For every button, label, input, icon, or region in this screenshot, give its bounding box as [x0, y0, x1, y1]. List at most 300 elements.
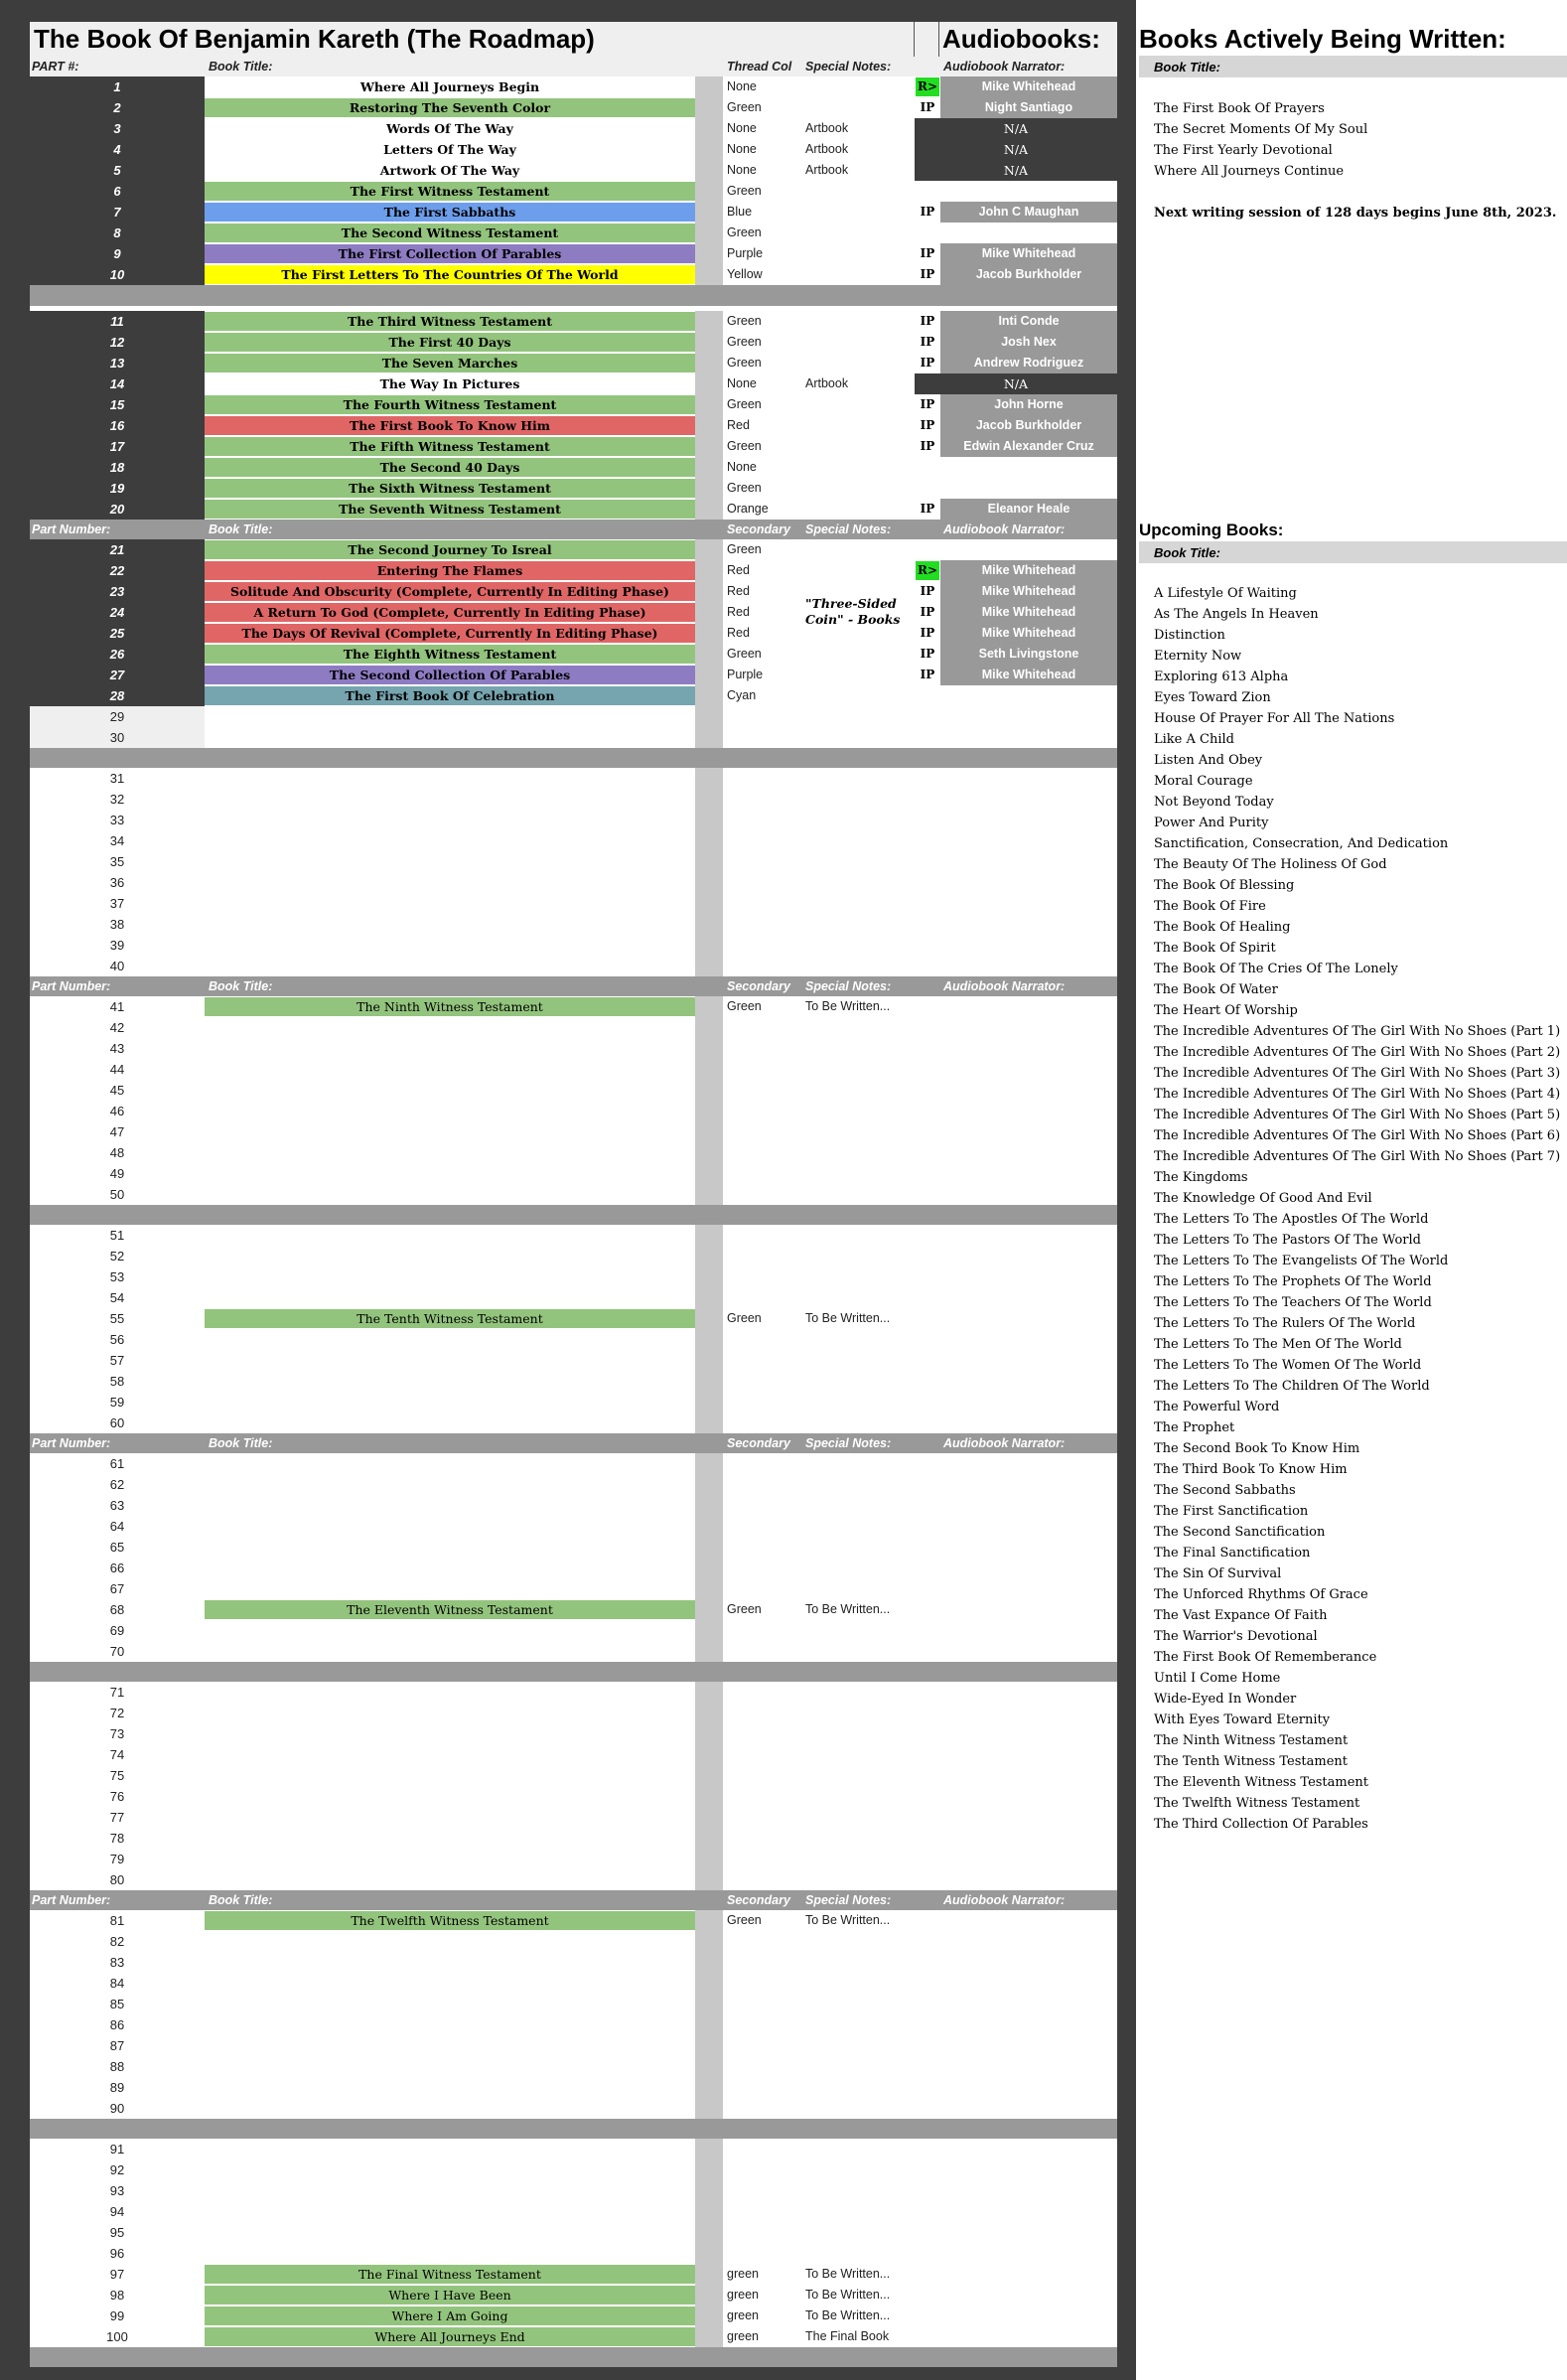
part-number: 86 — [109, 2017, 125, 2032]
special-note: To Be Written... — [805, 1311, 891, 1325]
thread-color: Purple — [727, 668, 764, 681]
thread-color: green — [727, 2267, 759, 2281]
spacer-column — [695, 160, 723, 181]
table-row[interactable] — [30, 97, 1117, 118]
thread-color: Green — [727, 397, 762, 411]
part-number: 9 — [30, 243, 205, 264]
part-number: 73 — [109, 1726, 125, 1741]
audiobooks-title: Audiobooks: — [942, 24, 1100, 54]
part-number: 88 — [109, 2059, 125, 2074]
table-row[interactable] — [30, 2201, 1117, 2222]
part-number: 83 — [109, 1955, 125, 1970]
spacer-column — [695, 1266, 723, 1287]
table-row[interactable] — [30, 394, 1117, 415]
upcoming-book-item: A Lifestyle Of Waiting — [1154, 586, 1297, 601]
part-number: 12 — [30, 332, 205, 353]
thread-color: Green — [727, 335, 762, 349]
table-row[interactable] — [30, 436, 1117, 457]
table-row[interactable] — [30, 727, 1117, 748]
spacer-column — [695, 1184, 723, 1205]
table-row[interactable] — [30, 373, 1117, 394]
thread-color: Green — [727, 1311, 762, 1325]
audiobook-narrator: John C Maughan — [940, 202, 1117, 223]
part-number: 30 — [30, 727, 205, 748]
table-row[interactable] — [30, 1869, 1117, 1890]
book-title: The First Book To Know Him — [205, 416, 695, 435]
roadmap-title: The Book Of Benjamin Kareth (The Roadmap) — [34, 24, 595, 54]
table-row[interactable] — [30, 1786, 1117, 1807]
header-book-title: Book Title: — [209, 60, 273, 74]
part-number: 5 — [30, 160, 205, 181]
table-row[interactable] — [30, 1080, 1117, 1101]
part-number: 8 — [30, 223, 205, 243]
table-row[interactable] — [30, 1828, 1117, 1849]
status-badge: IP — [920, 502, 935, 516]
table-row[interactable] — [30, 2098, 1117, 2119]
table-row[interactable] — [30, 1142, 1117, 1163]
part-number: 23 — [30, 581, 205, 602]
status-badge: IP — [920, 267, 935, 281]
table-row[interactable] — [30, 2243, 1117, 2264]
spacer-column — [695, 202, 723, 223]
table-row[interactable] — [30, 996, 1117, 1017]
table-row[interactable] — [30, 1765, 1117, 1786]
status-badge: R> — [916, 561, 939, 580]
book-title: The Sixth Witness Testament — [205, 479, 695, 498]
header-book-title: Book Title: — [209, 1436, 273, 1450]
thread-color: None — [727, 79, 757, 93]
table-row[interactable] — [30, 1558, 1117, 1578]
active-books-header — [1139, 56, 1567, 77]
table-row[interactable] — [30, 1641, 1117, 1662]
table-row[interactable] — [30, 2264, 1117, 2285]
part-number: 55 — [109, 1311, 125, 1326]
part-number: 51 — [109, 1228, 125, 1243]
table-row[interactable] — [30, 1620, 1117, 1641]
part-number: 28 — [30, 685, 205, 706]
table-row[interactable] — [30, 118, 1117, 139]
table-row[interactable] — [30, 1474, 1117, 1495]
spacer-column — [695, 1225, 723, 1246]
part-number: 78 — [109, 1831, 125, 1846]
table-row[interactable] — [30, 685, 1117, 706]
spacer-column — [695, 1744, 723, 1765]
table-row[interactable] — [30, 1952, 1117, 1973]
audiobook-narrator: Mike Whitehead — [940, 560, 1117, 581]
spacer-column — [695, 581, 723, 602]
book-title: The First 40 Days — [205, 333, 695, 352]
section-divider — [30, 1662, 1117, 1682]
upcoming-books-header — [1139, 541, 1567, 563]
special-note: To Be Written... — [805, 2267, 891, 2281]
table-row[interactable] — [30, 332, 1117, 353]
header-part-number: PART #: — [32, 60, 79, 74]
part-number: 96 — [109, 2246, 125, 2261]
book-title: The Twelfth Witness Testament — [205, 1911, 695, 1930]
table-row[interactable] — [30, 1392, 1117, 1413]
upcoming-book-item: The Letters To The Rulers Of The World — [1154, 1316, 1416, 1331]
header-thread-color: Secondary — [727, 979, 790, 993]
upcoming-book-item: The Incredible Adventures Of The Girl With No Shoes (Part 4) — [1154, 1087, 1561, 1102]
upcoming-book-item: Moral Courage — [1154, 774, 1253, 789]
table-row[interactable] — [30, 1038, 1117, 1059]
header-audiobook-narrator: Audiobook Narrator: — [943, 60, 1066, 74]
book-title: The First Witness Testament — [205, 182, 695, 201]
spacer-column — [695, 332, 723, 353]
column-header-row — [30, 1890, 1117, 1910]
header-special-notes: Special Notes: — [805, 1893, 892, 1907]
table-row[interactable] — [30, 1994, 1117, 2014]
table-row[interactable] — [30, 914, 1117, 935]
audiobook-narrator: John Horne — [940, 394, 1117, 415]
table-row[interactable] — [30, 893, 1117, 914]
thread-color: None — [727, 460, 757, 474]
spacer-column — [695, 1474, 723, 1495]
spacer-column — [695, 394, 723, 415]
upcoming-book-item: The Incredible Adventures Of The Girl With No Shoes (Part 5) — [1154, 1108, 1561, 1122]
spacer-column — [695, 706, 723, 727]
part-number: 36 — [109, 875, 125, 890]
header-audiobook-narrator: Audiobook Narrator: — [943, 1893, 1066, 1907]
table-row[interactable] — [30, 1163, 1117, 1184]
spacer-column — [695, 2159, 723, 2180]
thread-color: Yellow — [727, 267, 763, 281]
special-note: To Be Written... — [805, 2308, 891, 2322]
status-badge: IP — [920, 356, 935, 370]
table-row[interactable] — [30, 1266, 1117, 1287]
table-row[interactable] — [30, 2139, 1117, 2159]
audiobook-narrator: Mike Whitehead — [940, 243, 1117, 264]
table-row[interactable] — [30, 202, 1117, 223]
spacer-column — [695, 2077, 723, 2098]
table-row[interactable] — [30, 353, 1117, 373]
upcoming-book-item: The Vast Expance Of Faith — [1154, 1608, 1328, 1623]
spacer-column — [695, 1620, 723, 1641]
part-number: 84 — [109, 1976, 125, 1991]
status-badge: IP — [920, 314, 935, 328]
table-row[interactable] — [30, 1184, 1117, 1205]
thread-color: Green — [727, 356, 762, 370]
part-number: 1 — [30, 76, 205, 97]
table-row[interactable] — [30, 2285, 1117, 2306]
table-row[interactable] — [30, 935, 1117, 956]
part-number: 59 — [109, 1395, 125, 1410]
upcoming-book-item: Listen And Obey — [1154, 753, 1263, 768]
thread-color: Green — [727, 481, 762, 495]
status-badge: IP — [920, 647, 935, 661]
table-row[interactable] — [30, 623, 1117, 644]
column-header-row — [30, 976, 1117, 996]
table-row[interactable] — [30, 1516, 1117, 1537]
table-row[interactable] — [30, 264, 1117, 285]
part-number: 61 — [109, 1456, 125, 1471]
table-row[interactable] — [30, 1495, 1117, 1516]
part-number: 95 — [109, 2225, 125, 2240]
spacer-column — [695, 1246, 723, 1266]
table-row[interactable] — [30, 1703, 1117, 1723]
upcoming-book-item: The Second Book To Know Him — [1154, 1441, 1360, 1456]
table-row[interactable] — [30, 2159, 1117, 2180]
table-row[interactable] — [30, 768, 1117, 789]
audiobook-narrator: Night Santiago — [940, 97, 1117, 118]
table-row[interactable] — [30, 1973, 1117, 1994]
table-row[interactable] — [30, 1578, 1117, 1599]
book-title: Where I Have Been — [205, 2286, 695, 2305]
part-number: 81 — [109, 1913, 125, 1928]
spacer-column — [695, 415, 723, 436]
spacer-column — [695, 118, 723, 139]
part-number: 37 — [109, 896, 125, 911]
audiobook-narrator: Jacob Burkholder — [940, 264, 1117, 285]
table-row[interactable] — [30, 1599, 1117, 1620]
table-row[interactable] — [30, 181, 1117, 202]
part-number: 44 — [109, 1062, 125, 1077]
spacer-column — [695, 1599, 723, 1620]
special-note: To Be Written... — [805, 1913, 891, 1927]
thread-color: green — [727, 2288, 759, 2302]
active-books-title: Books Actively Being Written: — [1139, 24, 1506, 54]
upcoming-book-item: The Book Of Water — [1154, 982, 1278, 997]
spacer-column — [695, 810, 723, 830]
special-note-three-sided: "Three-Sided Coin" - Books — [805, 596, 901, 627]
part-number: 13 — [30, 353, 205, 373]
part-number: 85 — [109, 1997, 125, 2011]
spacer-column — [695, 1495, 723, 1516]
table-row[interactable] — [30, 851, 1117, 872]
thread-color: Red — [727, 626, 750, 640]
upcoming-book-item: House Of Prayer For All The Nations — [1154, 711, 1395, 726]
spacer-column — [695, 872, 723, 893]
table-row[interactable] — [30, 1017, 1117, 1038]
table-row[interactable] — [30, 223, 1117, 243]
table-row[interactable] — [30, 2180, 1117, 2201]
table-row[interactable] — [30, 2222, 1117, 2243]
audiobook-narrator: Seth Livingstone — [940, 644, 1117, 665]
part-number: 29 — [30, 706, 205, 727]
spacer-column — [695, 789, 723, 810]
upcoming-book-item: The First Book Of Rememberance — [1154, 1650, 1377, 1665]
part-number: 46 — [109, 1104, 125, 1118]
spacer-column — [695, 1080, 723, 1101]
upcoming-book-item: The Letters To The Children Of The World — [1154, 1379, 1430, 1394]
status-badge: IP — [920, 584, 935, 598]
thread-color: Green — [727, 542, 762, 556]
table-row[interactable] — [30, 1910, 1117, 1931]
upcoming-book-item: The Book Of The Cries Of The Lonely — [1154, 962, 1398, 976]
thread-color: Green — [727, 314, 762, 328]
table-row[interactable] — [30, 1287, 1117, 1308]
table-row[interactable] — [30, 1059, 1117, 1080]
table-row[interactable] — [30, 139, 1117, 160]
thread-color: None — [727, 163, 757, 177]
table-row[interactable] — [30, 457, 1117, 478]
part-number: 34 — [109, 833, 125, 848]
upcoming-book-item: The Powerful Word — [1154, 1400, 1280, 1414]
upcoming-book-item: The Beauty Of The Holiness Of God — [1154, 857, 1387, 872]
header-thread-color: Secondary — [727, 1893, 790, 1907]
table-row[interactable] — [30, 2326, 1117, 2347]
table-row[interactable] — [30, 478, 1117, 499]
header-special-notes: Special Notes: — [805, 979, 892, 993]
audiobook-narrator: Andrew Rodriguez — [940, 353, 1117, 373]
spacer-column — [695, 1329, 723, 1350]
table-row[interactable] — [30, 665, 1117, 685]
section-divider — [30, 285, 1117, 306]
book-title: The Seventh Witness Testament — [205, 500, 695, 519]
spacer-column — [695, 2326, 723, 2347]
book-title: The Third Witness Testament — [205, 312, 695, 331]
part-number: 68 — [109, 1602, 125, 1617]
table-row[interactable] — [30, 2035, 1117, 2056]
part-number: 33 — [109, 813, 125, 827]
table-row[interactable] — [30, 1329, 1117, 1350]
table-row[interactable] — [30, 789, 1117, 810]
part-number: 7 — [30, 202, 205, 223]
table-row[interactable] — [30, 644, 1117, 665]
table-row[interactable] — [30, 2014, 1117, 2035]
spacer-column — [695, 2243, 723, 2264]
upcoming-book-item: The Letters To The Evangelists Of The World — [1154, 1254, 1449, 1268]
spacer-column — [695, 2056, 723, 2077]
part-number: 42 — [109, 1020, 125, 1035]
column-header-row — [30, 520, 1117, 539]
table-row[interactable] — [30, 956, 1117, 976]
table-row[interactable] — [30, 810, 1117, 830]
table-row[interactable] — [30, 415, 1117, 436]
table-row[interactable] — [30, 1121, 1117, 1142]
upcoming-book-item: The Letters To The Pastors Of The World — [1154, 1233, 1421, 1248]
part-number: 76 — [109, 1789, 125, 1804]
table-row[interactable] — [30, 2056, 1117, 2077]
table-row[interactable] — [30, 1371, 1117, 1392]
part-number: 89 — [109, 2080, 125, 2095]
part-number: 52 — [109, 1249, 125, 1264]
upcoming-book-item: The Letters To The Prophets Of The World — [1154, 1274, 1432, 1289]
upcoming-book-item: The Tenth Witness Testament — [1154, 1754, 1348, 1769]
table-row[interactable] — [30, 2306, 1117, 2326]
audiobook-narrator: Mike Whitehead — [940, 76, 1117, 97]
table-row[interactable] — [30, 1350, 1117, 1371]
part-number: 80 — [109, 1872, 125, 1887]
book-title: Where All Journeys Begin — [205, 77, 695, 96]
table-row[interactable] — [30, 1537, 1117, 1558]
table-row[interactable] — [30, 1225, 1117, 1246]
table-row[interactable] — [30, 1308, 1117, 1329]
spacer-column — [695, 1807, 723, 1828]
table-row[interactable] — [30, 499, 1117, 520]
part-number: 98 — [109, 2288, 125, 2303]
table-row[interactable] — [30, 160, 1117, 181]
header-special-notes: Special Notes: — [805, 60, 892, 74]
table-row[interactable] — [30, 1931, 1117, 1952]
part-number: 63 — [109, 1498, 125, 1513]
table-row[interactable] — [30, 76, 1117, 97]
table-row[interactable] — [30, 581, 1117, 602]
spacer-column — [695, 1869, 723, 1890]
upcoming-book-item: Eternity Now — [1154, 649, 1242, 664]
table-row[interactable] — [30, 1744, 1117, 1765]
header-book-title: Book Title: — [209, 1893, 273, 1907]
upcoming-book-item: The Warrior's Devotional — [1154, 1629, 1318, 1644]
spacer-column — [695, 1163, 723, 1184]
spacer-column — [695, 685, 723, 706]
upcoming-book-item: Like A Child — [1154, 732, 1234, 747]
thread-color: None — [727, 121, 757, 135]
upcoming-book-item: The Incredible Adventures Of The Girl With No Shoes (Part 7) — [1154, 1149, 1561, 1164]
column-header-row — [30, 57, 1117, 76]
table-row[interactable] — [30, 1849, 1117, 1869]
upcoming-book-item: Exploring 613 Alpha — [1154, 669, 1289, 684]
table-row[interactable] — [30, 1723, 1117, 1744]
table-row[interactable] — [30, 602, 1117, 623]
spacer-column — [695, 1994, 723, 2014]
spacer-column — [695, 2139, 723, 2159]
part-number: 77 — [109, 1810, 125, 1825]
thread-color: Green — [727, 439, 762, 453]
spacer-column — [695, 1641, 723, 1662]
spacer-column — [695, 830, 723, 851]
table-row[interactable] — [30, 560, 1117, 581]
table-row[interactable] — [30, 2077, 1117, 2098]
table-row[interactable] — [30, 830, 1117, 851]
spacer-column — [695, 1392, 723, 1413]
spacer-column — [695, 436, 723, 457]
spacer-column — [695, 1308, 723, 1329]
table-row[interactable] — [30, 872, 1117, 893]
section-divider — [30, 748, 1117, 768]
table-row[interactable] — [30, 706, 1117, 727]
spacer-column — [695, 2035, 723, 2056]
part-number: 20 — [30, 499, 205, 520]
table-row[interactable] — [30, 1413, 1117, 1433]
spacer-column — [695, 1703, 723, 1723]
spacer-column — [695, 956, 723, 976]
table-row[interactable] — [30, 1453, 1117, 1474]
status-badge: IP — [920, 397, 935, 411]
table-row[interactable] — [30, 539, 1117, 560]
table-row[interactable] — [30, 1682, 1117, 1703]
upcoming-book-item: The Third Book To Know Him — [1154, 1462, 1348, 1477]
part-number: 39 — [109, 938, 125, 953]
thread-color: Green — [727, 225, 762, 239]
upcoming-book-item: The Book Of Healing — [1154, 920, 1291, 935]
upcoming-book-item: The Unforced Rhythms Of Grace — [1154, 1587, 1368, 1602]
upcoming-book-item: With Eyes Toward Eternity — [1154, 1712, 1331, 1727]
table-row[interactable] — [30, 1807, 1117, 1828]
spacer-column — [695, 2306, 723, 2326]
part-number: 40 — [109, 959, 125, 973]
status-badge: IP — [920, 100, 935, 114]
part-number: 17 — [30, 436, 205, 457]
table-row[interactable] — [30, 1246, 1117, 1266]
table-row[interactable] — [30, 311, 1117, 332]
spacer-column — [695, 457, 723, 478]
status-badge: IP — [920, 335, 935, 349]
header-thread-color: Thread Col — [727, 60, 792, 74]
spacer-column — [695, 935, 723, 956]
spacer-column — [695, 623, 723, 644]
active-book-item: The Secret Moments Of My Soul — [1154, 122, 1368, 137]
audiobook-narrator: Eleanor Heale — [940, 499, 1117, 520]
upcoming-book-item: The Sin Of Survival — [1154, 1566, 1282, 1581]
upcoming-book-item: The Letters To The Men Of The World — [1154, 1337, 1402, 1352]
table-row[interactable] — [30, 243, 1117, 264]
spacer-column — [695, 2222, 723, 2243]
table-row[interactable] — [30, 1101, 1117, 1121]
thread-color: green — [727, 2308, 759, 2322]
part-number: 56 — [109, 1332, 125, 1347]
special-note: To Be Written... — [805, 1602, 891, 1616]
